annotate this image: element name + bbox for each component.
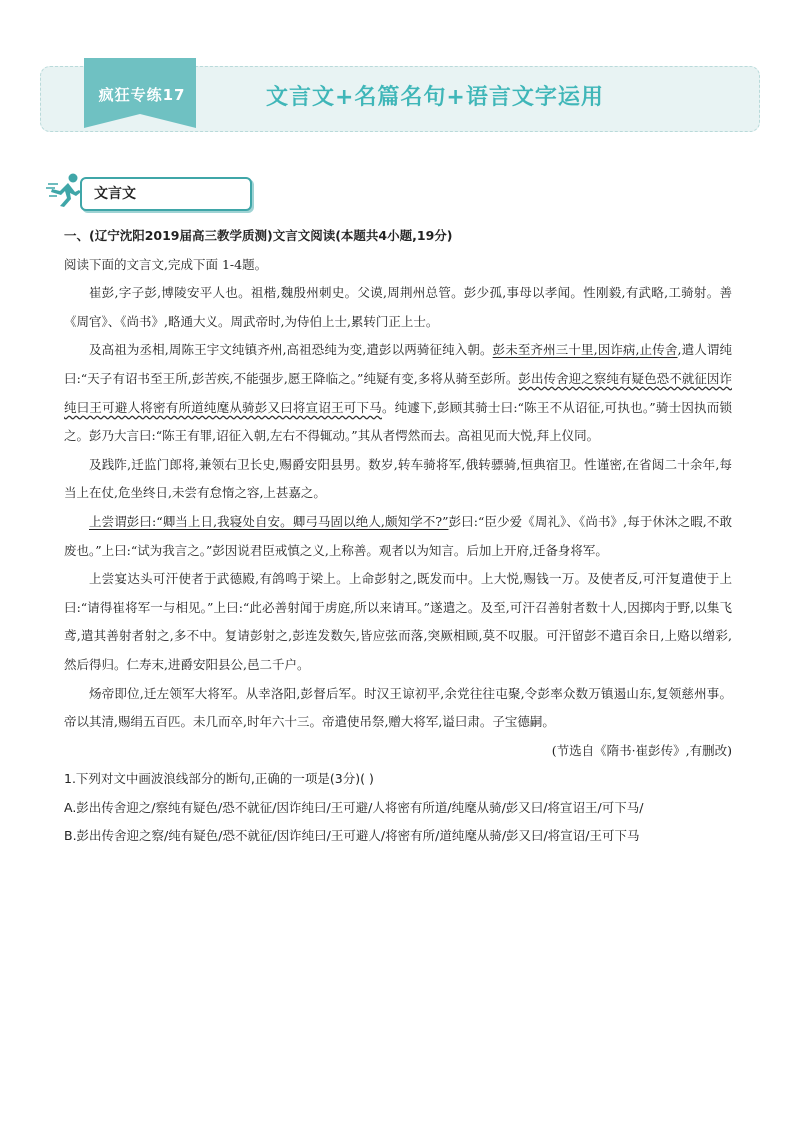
- passage-paragraph-6: 炀帝即位,迁左领军大将军。从幸洛阳,彭督后军。时汉王谅初平,余党往往屯聚,令彭率众数万镇遏山东,复领慈州事。帝以其清,赐绢五百匹。未几而卒,时年六十三。帝遣使吊祭,赠大将军,谥曰肃。子宝德嗣。: [64, 685, 732, 730]
- passage-source: (节选自《隋书·崔彭传》,有删改): [551, 742, 732, 758]
- p4-text-b: 彭曰:“臣少爱《周礼》、《尚书》,每于休沐之暇,不敢废也。”上曰:“试为我言之。”彭因说君臣戒慎之义,上称善。观者以为知言。后加上开府,迁备身将军。: [64, 513, 732, 558]
- p2-text-b: ,遣人谓纯曰:“天子有诏书至王所,彭苦疾,不能强步,愿王降临之。”纯疑有变,多将从骑至彭所。: [64, 342, 732, 386]
- passage-paragraph-5: 上尝宴达头可汗使者于武德殿,有鸽鸣于梁上。上命彭射之,既发而中。上大悦,赐钱一万。及使者反,可汗复遣使于上曰:“请得崔将军一与相见。”上曰:“此必善射闻于虏庭,所以来请耳。”遂遣之。及至,可汗召善射者数十人,因掷肉于野,以集飞鸢,遣其善射者射之,多不中。复请彭射之,彭连发数矢,皆应弦而落,突厥相顾,莫不叹服。可汗留彭不遣百余日,上赂以缯彩,然后得归。仁寿末,进爵安阳县公,邑二千户。: [64, 571, 732, 672]
- section-label: 文言文: [94, 186, 136, 202]
- q1-option-b: B.彭出传舍迎之察/纯有疑色/恐不就征/因诈纯曰/王可避人/将密有所/道纯麾从骑/彭又曰/将宣诏/王可下马: [64, 828, 640, 844]
- header-tag-text: 疯狂专练17: [98, 86, 186, 104]
- q1-stem: 1.下列对文中画波浪线部分的断句,正确的一项是(3分)( ): [64, 771, 374, 787]
- passage-paragraph-4: [64, 508, 732, 565]
- p2-text-c: 。纯遽下,彭顾其骑士曰:“陈王不从诏征,可执也。”骑士因执而锁之。彭乃大言曰:“陈王有罪,诏征入朝,左右不得辄动。”其从者愕然而去。高祖见而大悦,拜上仪同。: [64, 399, 732, 444]
- q1-option-a: A.彭出传舍迎之/察纯有疑色/恐不就征/因诈纯曰/王可避/人将密有所道/纯麾从骑/彭又曰/将宣诏王/可下马/: [64, 799, 644, 815]
- document-body: [64, 222, 732, 851]
- question-heading: 一、(辽宁沈阳2019届高三教学质测)文言文阅读(本题共4小题,19分): [64, 228, 453, 243]
- p2-text-a: 及高祖为丞相,周陈王宇文纯镇齐州,高祖恐纯为变,遣彭以两骑征纯入朝。: [89, 342, 493, 358]
- passage-paragraph-2: [64, 336, 732, 450]
- page-title: 文言文+名篇名句+语言文字运用: [266, 85, 604, 110]
- p2-wavy-underlined: 彭出传舍迎之察纯有疑色恐不就征因诈纯曰王可避人将密有所道纯麾从骑彭又曰将宣诏王可下马: [64, 370, 732, 415]
- question-instruction: 阅读下面的文言文,完成下面 1-4题。: [64, 256, 268, 272]
- passage-paragraph-1: 崔彭,字子彭,博陵安平人也。祖楷,魏殷州刺史。父谟,周荆州总管。彭少孤,事母以孝闻。性刚毅,有武略,工骑射。善《周官》、《尚书》,略通大义。周武帝时,为侍伯上士,累转门正上士。: [64, 285, 732, 329]
- p2-underlined: 彭未至齐州三十里,因诈病,止传舍: [492, 342, 678, 358]
- p4-underlined: 上尝谓彭曰:“卿当上日,我寝处自安。卿弓马固以绝人,颇知学不?”: [89, 513, 449, 529]
- passage-paragraph-3: 及践阼,迁监门郎将,兼领右卫长史,赐爵安阳县男。数岁,转车骑将军,俄转骠骑,恒典宿卫。性谨密,在省闼二十余年,每当上在仗,危坐终日,未尝有怠惰之容,上甚嘉之。: [64, 456, 732, 501]
